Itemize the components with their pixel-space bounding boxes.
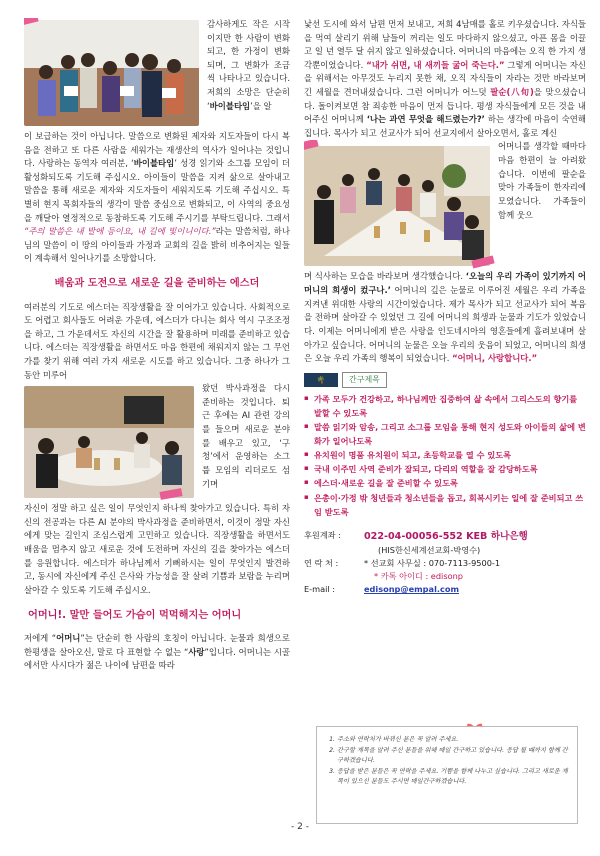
mother-paragraph-wrap: 어머니를 생각할 때마다 마음 한편이 늘 아려왔습니다. 이번에 팔순을 맞아 가족들이 한자리에 모였습니다. 가족들이 함께 웃으 (498, 141, 586, 220)
prayer-item: ▪ 국내 이주민 사역 준비가 잘되고, 다리의 역할을 잘 감당하도록 (304, 462, 586, 476)
intro-block (24, 18, 290, 130)
prayer-list (304, 392, 586, 519)
right-column (304, 18, 586, 597)
mother-quote: “내가 쉬면, 내 새끼들 굶어 죽는다.” (366, 59, 505, 70)
account-number: 022-04-00056-552 KEB 하나은행 (364, 530, 528, 542)
left-column (24, 18, 290, 673)
email-row: E-mail : edisonp@empal.com (304, 583, 586, 596)
family-dinner-illustration (304, 146, 490, 266)
notice-item: 2. 간구할 제목을 알려 주신 분들을 위해 매일 간구하고 있습니다. 응답 될 때까지 함께 간구하겠습니다. (337, 746, 571, 767)
photo-esther-wrap (24, 386, 194, 498)
prayer-item: ▪ 가족 모두가 건강하고, 하나님께만 집중하여 삶 속에서 그리스도의 향기를 발할 수 있도록 (304, 392, 586, 420)
notice-item: 1. 주소와 연락처가 바뀌신 분은 꼭 알려 주세요. (337, 735, 571, 746)
scripture-quote: “주의 말씀은 내 발에 등이요, 내 길에 빛이니이다.” (24, 226, 216, 237)
prayer-title: 간구제목 (342, 372, 387, 388)
email-link[interactable]: edisonp@empal.com (364, 584, 459, 595)
contact-row: 연 락 처 : * 선교회 사무실 : 070-7113-9500-1 (304, 557, 586, 570)
intro-paragraph-2: 이 보급하는 것이 아닙니다. 말씀으로 변화된 제자와 지도자들이 다시 복음을 전하고 또 다른 사람을 세워가는 재생산의 역사가 일어나는 것입니다. 사랑하는 동역자 여러분, ‘바이블타임’ 성경 읽기와 소그룹 모임이 더 활성화되도록 기도해 주십시오. 아이들이 말씀을 지켜 삶으로 살아내고 말씀을 통해 새로운 제자와 지도자들이 세워지도록 기도해 주십시오. 특별히 현지 목회자들의 생각이 말씀 중심으로 변화되고, 이 사역의 중요성을 깨달아 열정적으로 동참하도록 기도해 주시기를 부탁드립니다. 그래서 “주의 말씀은 내 발에 등이요, 내 길에 빛이니이다.”라는 말씀처럼, 하나님의 말씀이 이 땅의 아이들과 가정과 교회의 길을 밝히 비추어지는 일들이 계속해서 일어나기를 소망합니다. (24, 131, 290, 264)
bible-game-name: 바이블타임 (209, 100, 251, 111)
notice-box (316, 726, 578, 824)
section-title-esther: 배움과 도전으로 새로운 길을 준비하는 에스더 (54, 278, 260, 290)
prayer-item: ▪ 에스더·새로운 길을 잘 준비할 수 있도록 (304, 476, 586, 490)
prayer-header (304, 372, 586, 388)
esther-paragraph-top: 여러분의 기도로 에스더는 직장생활을 잘 이어가고 있습니다. 사회적으로도 어렵고 회사들도 어려운 가운데, 에스더가 다니는 회사 역시 구조조정을 하고, 그 가운데서도 자신의 시간을 잘 활용하며 미래를 준비하고 있습니다. 에스더는 직장생활을 하면서도 마음 한편에 채워지지 않는 그 무언가를 찾기 위해 여러 가지 새로운 시도를 하고 있습니다. 그중 하나가 그동안 미루어 (24, 301, 290, 380)
prayer-item: ▪ 유치원이 명품 유치원이 되고, 초등학교를 열 수 있도록 (304, 448, 586, 462)
prayer-item: ▪ 말씀 읽기와 암송, 그리고 소그룹 모임을 통해 현지 성도와 아이들의 삶에 변화가 일어나도록 (304, 420, 586, 448)
children-group-illustration (24, 20, 199, 126)
page-number: - 2 - (291, 822, 309, 832)
office-meeting-illustration (24, 386, 194, 498)
intro-paragraph-1: 감사하게도 작은 시작이지만 한 사람이 변화되고, 한 가정이 변화되며, 그 변화가 조금씩 나타나고 있습니다. 저희의 소망은 단순히 ‘바이블타임’을 알 (207, 19, 290, 111)
esther-paragraph-wrap: 왔던 박사과정을 다시 준비하는 것입니다. 퇴근 후에는 AI 관련 강의를 들으며 새로운 분야를 배우고 있고, ‘구청’에서 운영하는 소그룹 모임의 리더로도 섬기며 (202, 383, 290, 489)
mother-paragraph-2: 낯선 도시에 와서 남편 먼저 보내고, 저희 4남매를 홀로 키우셨습니다. 자식들을 먹여 살리기 위해 남들이 꺼리는 일도 마다하지 않으셨고, 아픈 몸을 이끌고 일 년 열두 달 쉬지 않고 일하셨습니다. 어머니의 마음에는 오직 한 가지 생각뿐이었습니다. “내가 쉬면, 내 새끼들 굶어 죽는다.” 그렇게 어머니는 자신을 위해서는 아무것도 누리지 못한 채, 오직 자식들이 자라는 것만 바라보며 긴 세월을 견뎌내셨습니다. 그런 어머니가 어느덧 팔순(八旬)을 맞으셨습니다. 돌이켜보면 참 죄송한 마음이 먼저 듭니다. 평생 자식들에게 모든 것을 내어주신 어머니께 ‘나는 과연 무엇을 해드렸는가?’ 하는 생각에 마음이 숙연해집니다. 목사가 되고 선교사가 되어 선교지에서 살아오면서, 홀로 계신 (304, 19, 586, 138)
prayer-item: ▪ 은총이·가정 밖 청년들과 청소년들을 돕고, 회복시키는 일에 잘 준비되고 쓰임 받도록 (304, 491, 586, 519)
account-row: 후원계좌 : 022-04-00056-552 KEB 하나은행 (304, 529, 586, 544)
photo-family-wrap (304, 146, 490, 266)
esther-paragraph-2: 자신이 정말 하고 싶은 일이 무엇인지 하나씩 찾아가고 있습니다. 특히 자신의 전공과는 다른 AI 분야의 박사과정을 준비하면서, 이것이 정말 자신에게 맞는 길인지 조심스럽게 고민하고 있습니다. 직장생활을 하면서도 배움을 멈추지 않고 새로운 것에 도전하며 자신의 길을 찾아가는 에스더를 응원합니다. 에스더가 하나님께서 기뻐하시는 일이 무엇인지 발견하고, 동시에 자신에게 주신 은사와 가능성을 잘 살려 기쁨과 보람을 누리며 살아갈 수 있도록 기도해 주십시오. (24, 503, 290, 595)
mother-paragraph-1: 저에게 “어머니”는 단순히 한 사람의 호칭이 아닙니다. 눈물과 희생으로 한평생을 살아오신, 말로 다 표현할 수 없는 “사랑”입니다. 어머니는 시골에서만 사시다가 젊은 나이에 남편을 따라 (24, 633, 291, 671)
family-block (304, 140, 586, 270)
kakao-id: * 카톡 아이디 : edisonp (374, 571, 463, 582)
photo-children-wrap (24, 20, 199, 126)
office-phone: * 선교회 사무실 : 070-7113-9500-1 (364, 558, 501, 569)
love-mother-line: “어머니, 사랑합니다.” (452, 353, 538, 364)
account-owner: (HIS한신세계선교회-박영수) (378, 545, 481, 556)
mother-paragraph-3: 며 식사하는 모습을 바라보며 생각했습니다. ‘오늘의 우리 가족이 있기까지 어머니의 희생이 컸구나.’ 어머니의 깊은 눈물로 이루어진 세월은 우리 가족을 지켜낸 위대한 사랑의 시간이었습니다. 제가 목사가 되고 선교사가 되어 복음을 전하며 살아갈 수 있었던 그 길에 어머니의 희생과 눈물과 기도가 있었습니다. 이제는 어머니에게 받은 사랑을 인도네시아의 영혼들에게 흘려보내며 살아가고 싶습니다. 어머니의 눈물은 오늘 우리의 웃음이 되었고, 어머니의 희생은 오늘 우리 가족의 행복이 되었습니다. “어머니, 사랑합니다.” (304, 271, 586, 364)
family-dinner-photo (304, 146, 490, 266)
support-info (304, 529, 586, 597)
notice-item: 3. 응답을 받은 분들은 꼭 연락을 주세요. 기쁨을 함께 나누고 싶습니다. 그리고 새로운 제목이 있으신 분들도 주시면 매일간구하겠습니다. (337, 767, 571, 788)
children-group-photo (24, 20, 199, 126)
esther-block (24, 301, 290, 503)
office-meeting-photo (24, 386, 194, 498)
palm-tree-icon: 🌴 (304, 373, 338, 387)
section-title-mother: 어머니!. 말만 들어도 가슴이 먹먹해지는 어머니 (28, 609, 242, 621)
